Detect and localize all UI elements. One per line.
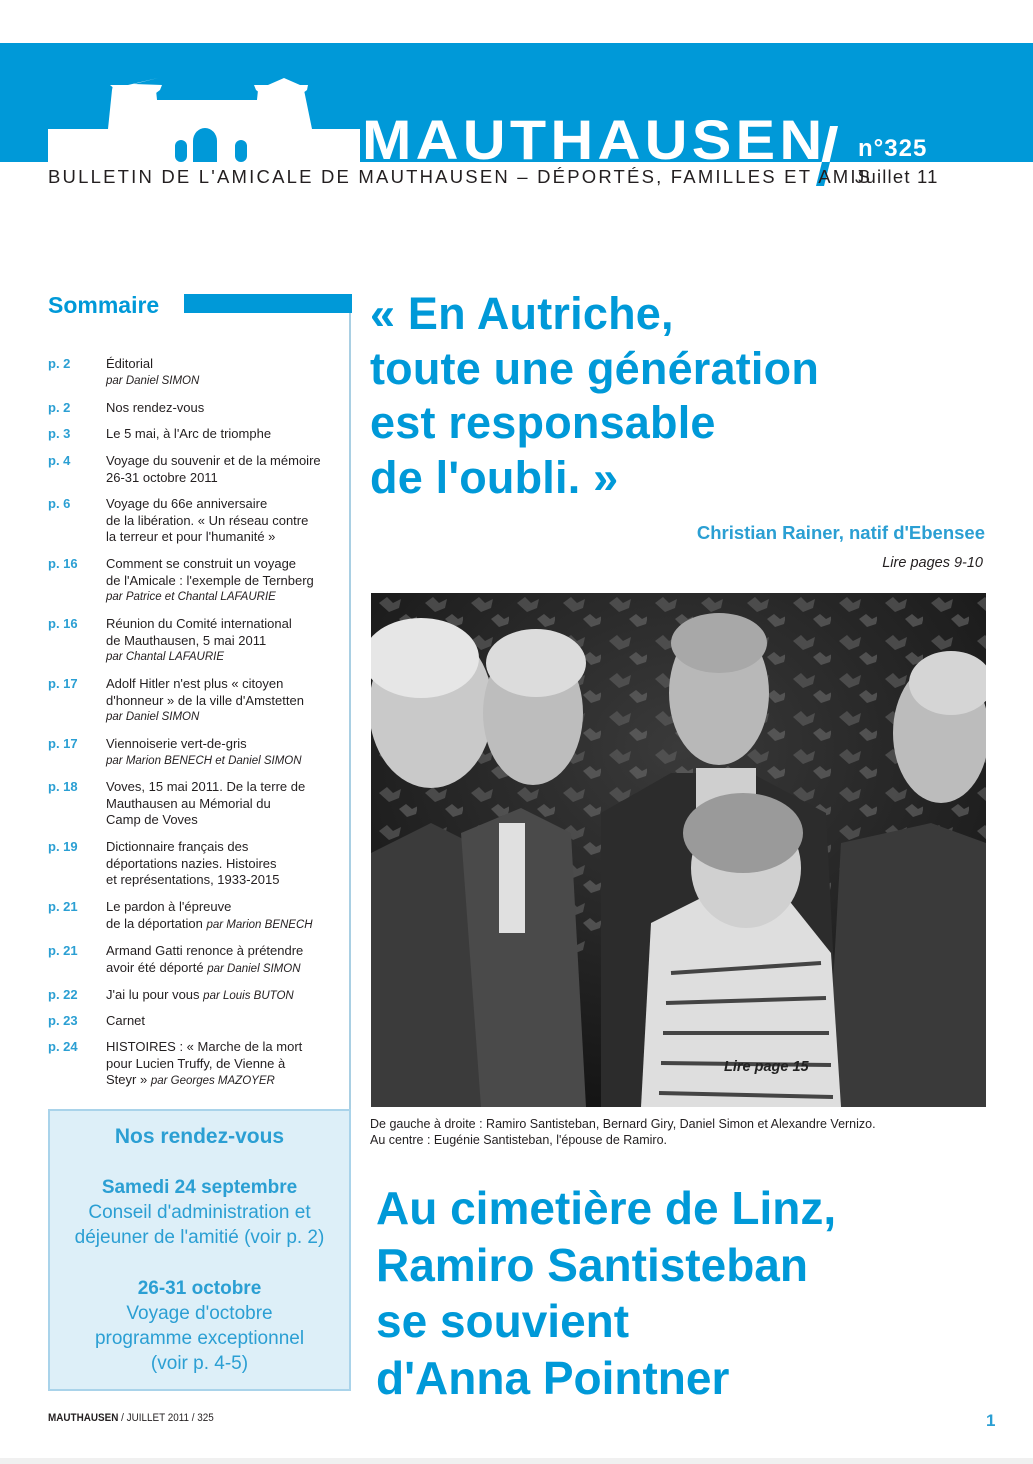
toc-title-line — [106, 736, 346, 753]
masthead-subtitle: BULLETIN DE L'AMICALE DE MAUTHAUSEN – DÉPORTÉS, FAMILLES ET AMIS — [48, 166, 873, 187]
toc-page-number: p. 17 — [48, 676, 78, 691]
event-line: (voir p. 4-5) — [150, 1353, 249, 1374]
rendez-vous-box — [48, 1109, 351, 1391]
toc-title — [106, 779, 346, 829]
photo-read-more-link[interactable]: Lire page 15 — [724, 1059, 809, 1075]
toc-title — [106, 400, 346, 417]
toc-title — [106, 736, 346, 769]
toc-title-line — [106, 1056, 346, 1073]
toc-title-text: Viennoiserie vert-de-gris — [106, 736, 247, 751]
toc-title-text: HISTOIRES : « Marche de la mort — [106, 1039, 303, 1054]
toc-page-number: p. 19 — [48, 839, 78, 854]
quote-attribution: Christian Rainer, natif d'Ebensee — [696, 522, 985, 543]
sommaire-heading-bar — [184, 294, 352, 313]
caption-line: Au centre : Eugénie Santisteban, l'épouse de Ramiro. — [370, 1133, 668, 1147]
toc-title — [106, 1039, 346, 1090]
read-more-link[interactable]: Lire pages 9-10 — [882, 555, 983, 571]
toc-title-text: Mauthausen au Mémorial du — [106, 795, 271, 811]
toc-title-line — [106, 676, 346, 693]
toc-title-line — [106, 943, 346, 960]
toc-title-line — [106, 513, 346, 530]
toc-title — [106, 616, 346, 666]
quote-line: « En Autriche, — [370, 288, 674, 339]
second-headline — [376, 1180, 836, 1406]
toc-author: par Louis BUTON — [203, 990, 294, 1002]
toc-title-line — [106, 470, 346, 487]
toc-title-text: avoir été déporté — [106, 959, 204, 975]
toc-page-number: p. 18 — [48, 779, 78, 794]
footer-title: MAUTHAUSEN — [48, 1412, 119, 1424]
event-line: Conseil d'administration et — [88, 1202, 311, 1223]
bottom-strip — [0, 1458, 1033, 1464]
toc-title-text: 26-31 octobre 2011 — [106, 469, 218, 485]
rendez-vous-title: Nos rendez-vous — [114, 1125, 285, 1148]
toc-page-number: p. 17 — [48, 736, 78, 751]
toc-title-line — [106, 812, 346, 829]
toc-title-line — [106, 779, 346, 796]
toc-title-text: pour Lucien Truffy, de Vienne à — [106, 1055, 286, 1071]
toc-title-line — [106, 400, 346, 417]
toc-title-line — [106, 616, 346, 633]
toc-page-number: p. 2 — [48, 356, 71, 371]
toc-page-number: p. 21 — [48, 943, 78, 958]
toc-author: par Patrice et Chantal LAFAURIE — [106, 591, 276, 603]
toc-title-line — [106, 916, 346, 934]
toc-title-text: Éditorial — [106, 356, 153, 371]
toc-author: par Daniel SIMON — [106, 374, 200, 387]
toc-title — [106, 453, 346, 486]
toc-title-line — [106, 426, 346, 443]
toc-page-number: p. 6 — [48, 496, 71, 511]
toc-page-number: p. 24 — [48, 1039, 78, 1054]
toc-title-line — [106, 356, 346, 373]
quote-line: toute une génération — [370, 342, 820, 394]
event-line: déjeuner de l'amitié (voir p. 2) — [74, 1227, 325, 1248]
rendez-vous-event — [50, 1175, 349, 1250]
event-date: 26-31 octobre — [137, 1278, 262, 1299]
toc-title-text: de Mauthausen, 5 mai 2011 — [106, 632, 267, 648]
footer-publication — [48, 1412, 214, 1424]
toc-title-text: J'ai lu pour vous — [106, 987, 200, 1002]
toc-page-number: p. 21 — [48, 899, 78, 914]
toc-title-line — [106, 960, 346, 978]
lead-quote — [370, 287, 819, 505]
toc-title — [106, 943, 346, 977]
toc-title-line — [106, 633, 346, 650]
headline-line: se souvient — [376, 1295, 630, 1347]
issue-number: n°325 — [858, 137, 928, 161]
toc-title-line — [106, 839, 346, 856]
toc-title-text: Steyr » — [106, 1072, 148, 1087]
headline-line: Au cimetière de Linz, — [376, 1182, 837, 1234]
event-date: Samedi 24 septembre — [101, 1177, 298, 1198]
toc-page-number: p. 4 — [48, 453, 71, 468]
toc-title-line — [106, 556, 346, 573]
toc-title — [106, 496, 346, 546]
toc-title-text: Nos rendez-vous — [106, 400, 205, 415]
toc-title-text: de la libération. « Un réseau contre — [106, 512, 309, 528]
toc-page-number: p. 23 — [48, 1013, 78, 1028]
toc-page-number: p. 22 — [48, 987, 78, 1002]
event-line: programme exceptionnel — [94, 1328, 305, 1349]
toc-title-text: Carnet — [106, 1013, 146, 1028]
sommaire-heading: Sommaire — [48, 292, 160, 318]
headline-line: d'Anna Pointner — [376, 1351, 730, 1404]
photo-caption — [370, 1116, 876, 1148]
footer-details: / JUILLET 2011 / 325 — [118, 1412, 214, 1424]
toc-title-text: la terreur et pour l'humanité » — [106, 529, 276, 544]
toc-title-text: Comment se construit un voyage — [106, 556, 297, 571]
toc-title — [106, 839, 346, 889]
caption-line: De gauche à droite : Ramiro Santisteban, Bernard Giry, Daniel Simon et Alexandre Vernizo. — [370, 1117, 876, 1131]
toc-title — [106, 556, 346, 606]
toc-title-text: et représentations, 1933-2015 — [106, 872, 280, 887]
toc-title-line — [106, 1072, 346, 1090]
toc-title-line — [106, 693, 346, 710]
toc-title-line — [106, 856, 346, 873]
toc-page-number: p. 16 — [48, 616, 78, 631]
quote-line: de l'oubli. » — [370, 451, 619, 503]
toc-page-number: p. 16 — [48, 556, 78, 571]
toc-author: par Marion BENECH et Daniel SIMON — [106, 754, 302, 767]
toc-author: par Chantal LAFAURIE — [106, 651, 225, 663]
toc-title-line — [106, 453, 346, 470]
toc-title-text: de l'Amicale : l'exemple de Ternberg — [106, 572, 314, 588]
toc-title — [106, 1013, 346, 1030]
toc-title-line — [106, 796, 346, 813]
toc-author: par Marion BENECH — [206, 918, 313, 931]
toc-title-text: Voyage du souvenir et de la mémoire — [106, 453, 321, 468]
page-number: 1 — [986, 1411, 996, 1430]
toc-title-text: Voves, 15 mai 2011. De la terre de — [106, 779, 306, 794]
toc-title-text: Le pardon à l'épreuve — [106, 899, 232, 914]
toc-page-number: p. 3 — [48, 426, 71, 441]
toc-title-line — [106, 1039, 346, 1056]
toc-title-line — [106, 496, 346, 513]
toc-title-text: Dictionnaire français des — [106, 839, 249, 854]
toc-title-line — [106, 529, 346, 546]
toc-title-text: Adolf Hitler n'est plus « citoyen — [106, 676, 284, 691]
toc-title-text: déportations nazies. Histoires — [106, 855, 277, 871]
toc-title — [106, 987, 346, 1005]
toc-title-line — [106, 899, 346, 916]
headline-line: Ramiro Santisteban — [376, 1238, 808, 1291]
quote-line: est responsable — [370, 397, 716, 448]
toc-title-line — [106, 987, 346, 1005]
toc-author: par Georges MAZOYER — [150, 1075, 275, 1087]
toc-title-text: Le 5 mai, à l'Arc de triomphe — [106, 426, 272, 441]
group-photo — [371, 593, 986, 1107]
toc-author: par Daniel SIMON — [106, 711, 200, 723]
toc-title-text: Armand Gatti renonce à prétendre — [106, 943, 304, 958]
toc-author: par Daniel SIMON — [207, 962, 301, 975]
toc-title-text: Voyage du 66e anniversaire — [106, 496, 268, 511]
toc-title-text: Réunion du Comité international — [106, 616, 292, 631]
event-line: Voyage d'octobre — [126, 1303, 273, 1324]
toc-page-number: p. 2 — [48, 400, 71, 415]
toc-title — [106, 676, 346, 726]
rendez-vous-event — [50, 1276, 349, 1376]
photo-image — [371, 593, 986, 1107]
toc-title — [106, 426, 346, 443]
sommaire-divider — [349, 313, 351, 1110]
toc-title-line — [106, 872, 346, 889]
toc-title-text: Camp de Voves — [106, 812, 198, 827]
issue-date: Juillet 11 — [855, 166, 939, 187]
toc-title-line — [106, 573, 346, 590]
toc-title-text: de la déportation — [106, 915, 203, 931]
toc-title-text: d'honneur » de la ville d'Amstetten — [106, 692, 304, 708]
toc-title-line — [106, 1013, 346, 1030]
toc-title — [106, 356, 346, 389]
masthead-title: MAUTHAUSEN — [362, 112, 827, 162]
toc-title — [106, 899, 346, 933]
